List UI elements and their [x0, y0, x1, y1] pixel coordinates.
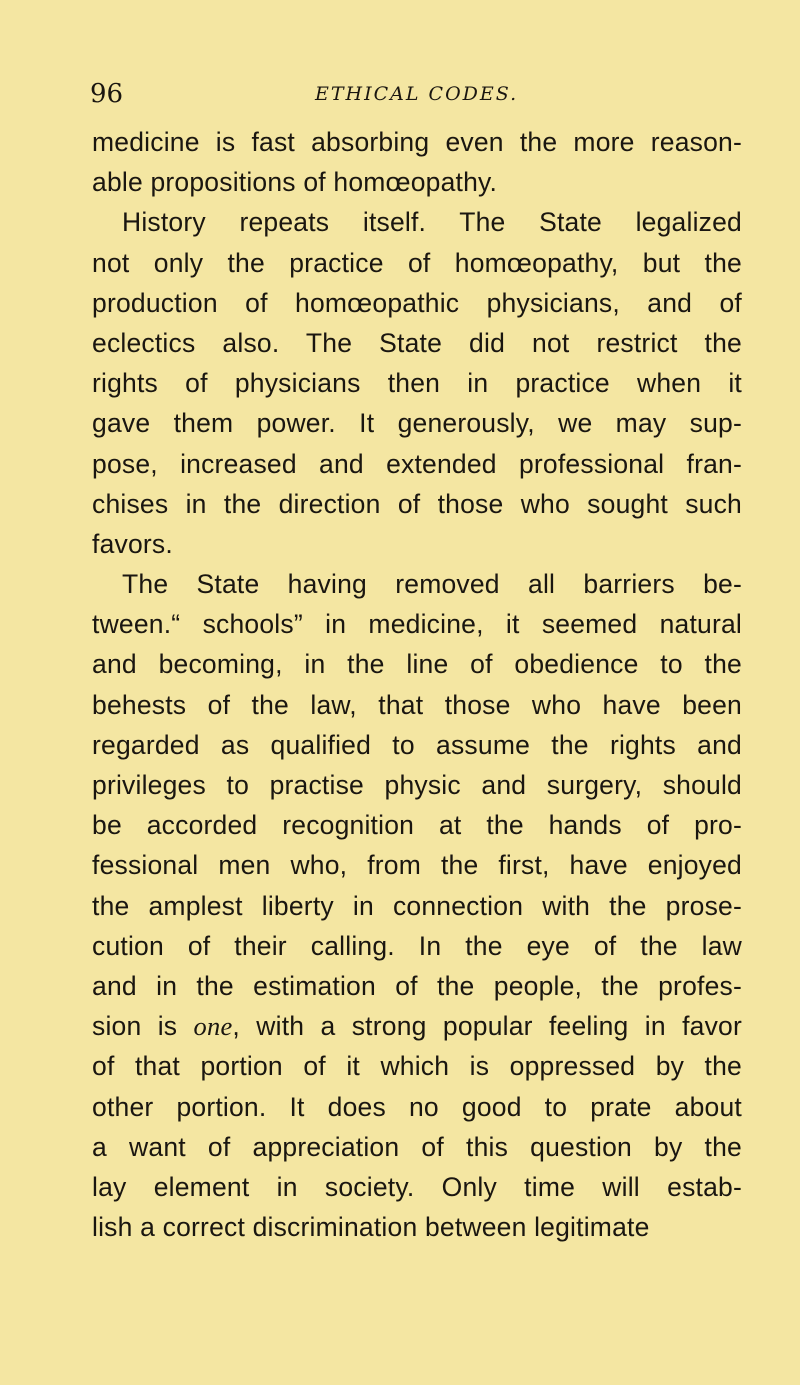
- body-text: [92, 122, 742, 1247]
- text-line: of that portion of it which is oppressed by the: [92, 1051, 742, 1082]
- paragraph-start-line: The State having removed all barriers be-: [122, 569, 742, 600]
- text-line: not only the practice of homœopathy, but the: [92, 247, 742, 278]
- emphasized-word: one: [193, 1011, 233, 1042]
- paragraph-start-line: History repeats itself. The State legalized: [122, 207, 742, 238]
- text-line: lay element in society. Only time will estab-: [92, 1171, 742, 1202]
- page-number: 96: [90, 79, 124, 109]
- text-line: privileges to practise physic and surgery, should: [92, 770, 742, 800]
- text-line: able propositions of homœopathy.: [92, 167, 498, 198]
- text-line: cution of their calling. In the eye of the law: [92, 930, 742, 961]
- text-line: gave them power. It generously, we may sup-: [92, 408, 742, 439]
- text-line: the amplest liberty in connection with the prose-: [92, 890, 742, 921]
- text-line: chises in the direction of those who sought such: [92, 488, 742, 519]
- running-head: ETHICAL CODES.: [315, 83, 519, 105]
- text-line: fessional men who, from the first, have enjoyed: [92, 850, 742, 881]
- text-line-with-emphasis: [92, 1006, 742, 1046]
- text-line: and in the estimation of the people, the profes-: [92, 970, 742, 1001]
- text-line: and becoming, in the line of obedience to the: [92, 649, 742, 680]
- page-header: [90, 76, 730, 112]
- text-line: regarded as qualified to assume the rights and: [92, 729, 742, 760]
- text-line: rights of physicians then in practice when it: [92, 368, 742, 399]
- line-text-after: , with a strong popular feeling in favor: [232, 1011, 742, 1042]
- line-text-before: sion is: [92, 1011, 194, 1042]
- text-line: medicine is fast absorbing even the more reason-: [92, 127, 742, 157]
- text-line: production of homœopathic physicians, and of: [92, 287, 742, 318]
- text-line: behests of the law, that those who have been: [92, 689, 742, 720]
- text-line: tween.“ schools” in medicine, it seemed natural: [92, 609, 742, 640]
- text-line: other portion. It does no good to prate about: [92, 1091, 742, 1122]
- text-line: pose, increased and extended professional fran-: [92, 448, 742, 479]
- text-line: favors.: [92, 528, 173, 559]
- text-line: lish a correct discrimination between legitimate: [92, 1212, 650, 1243]
- text-line: a want of appreciation of this question by the: [92, 1131, 742, 1162]
- text-line: be accorded recognition at the hands of pro-: [92, 810, 742, 841]
- text-line: eclectics also. The State did not restrict the: [92, 327, 742, 358]
